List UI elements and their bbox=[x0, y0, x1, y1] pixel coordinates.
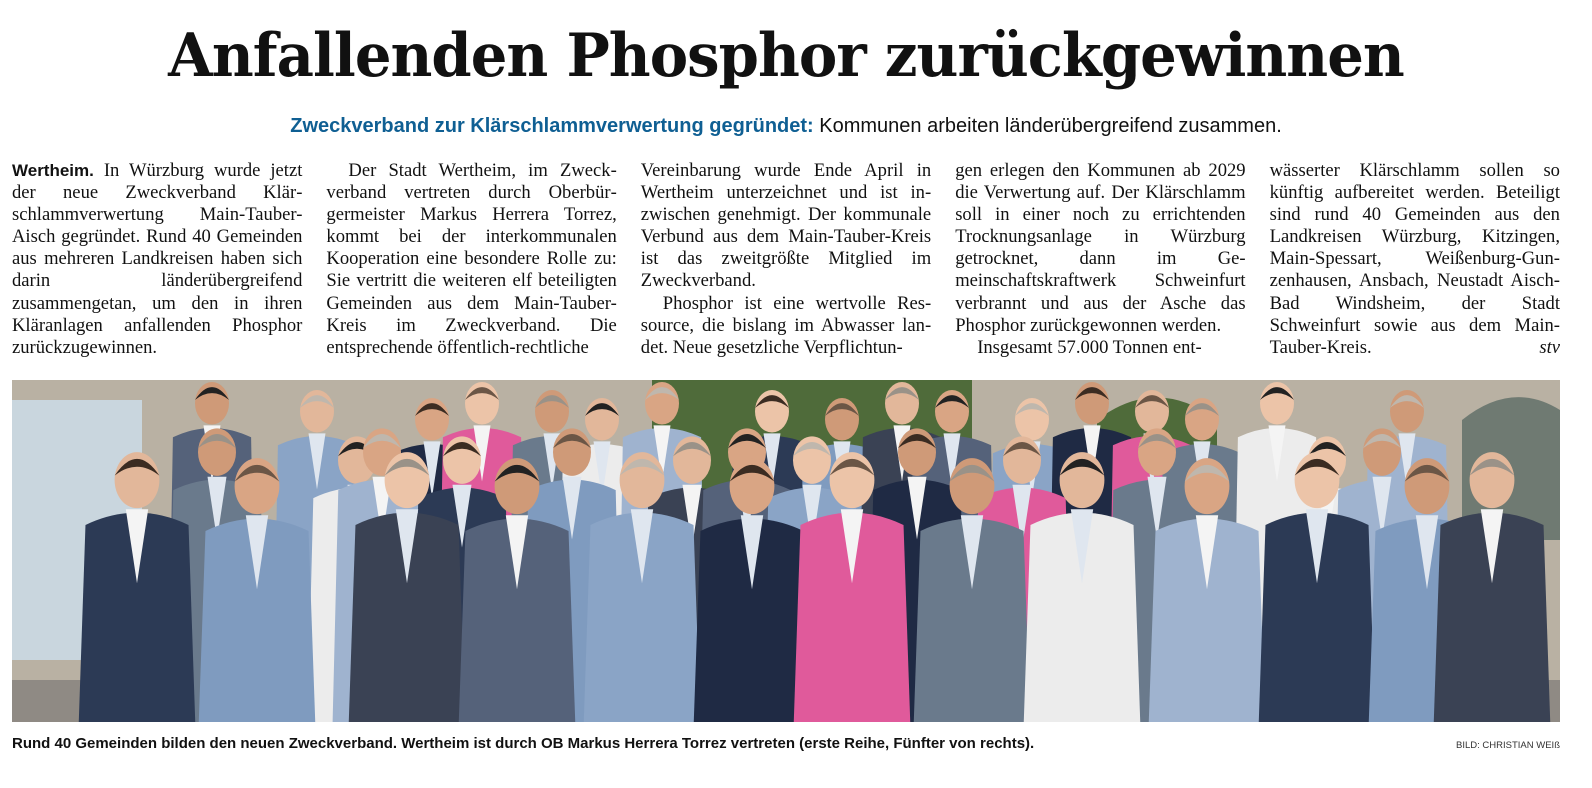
paragraph: Phosphor ist eine wertvolle Ressource, die bislang im Abwasser landet. Neue gesetzliche Verpflichtun- bbox=[640, 292, 932, 358]
article-body bbox=[12, 160, 1560, 370]
paragraph-text: In Würzburg wurde jetzt der neue Zweckverband Klärschlammverwertung Main-Tauber-Aisch gegründet. Rund 40 Gemeinden aus mehreren Landkreisen haben sich darin länderübergreifend zusammengetan, um den in ihren Kläranlagen anfallenden Phosphor zurückzugewinnen. bbox=[12, 160, 303, 358]
paragraph: Vereinbarung wurde Ende April in Wertheim unterzeichnet und ist inzwischen genehmigt. Der kommunale Verbund aus dem Main-Tauber-Kreis ist das zweitgrößte Mitglied im Zweckverband. bbox=[640, 160, 932, 292]
author-initials: stv bbox=[1539, 336, 1560, 358]
paragraph: Insgesamt 57.000 Tonnen ent- bbox=[977, 336, 1202, 358]
group-photo bbox=[12, 380, 1560, 722]
headline: Anfallenden Phosphor zurückgewinnen bbox=[168, 21, 1404, 91]
column-4 bbox=[955, 160, 1245, 370]
group-photo-illustration bbox=[12, 380, 1560, 722]
column-3 bbox=[641, 160, 931, 370]
paragraph bbox=[1270, 160, 1560, 359]
paragraph-text: wässerter Klärschlamm sollen so künftig aufbereitet werden. Beteiligt sind rund 40 Gemeinden aus den Landkreisen Würzburg, Kitzingen, Main-Spessart, Weißenburg-Gunzenhausen, Ansbach, Neustadt Aisch-Bad Windsheim, der Stadt Schweinfurt sowie aus dem Main-Tauber-Kreis. bbox=[1269, 160, 1560, 358]
column-1 bbox=[12, 160, 302, 370]
column-5 bbox=[1270, 160, 1560, 370]
subheadline bbox=[0, 112, 1572, 140]
subhead-text: Kommunen arbeiten länderübergreifend zusammen. bbox=[813, 115, 1282, 137]
paragraph: gen erlegen den Kommunen ab 2029 die Verwertung auf. Der Klärschlamm soll in einer noch zu errichtenden Trocknungsanlage in Würzburg getrocknet, dann im Gemeinschaftskraftwerk Schweinfurt verbrannt und aus der Asche das Phosphor zurückgewonnen werden. bbox=[955, 160, 1246, 336]
dateline: Wertheim. bbox=[12, 161, 94, 180]
subhead-kicker: Zweckverband zur Klärschlammverwertung gegründet: bbox=[290, 115, 814, 137]
paragraph: Der Stadt Wertheim, im Zweckverband vertreten durch Oberbürgermeister Markus Herrera Torrez, kommt bei der interkommunalen Kooperation eine besondere Rolle zu: Sie vertritt die weiteren elf beteiligten Gemeinden aus dem Main-Tauber-Kreis im Zweckverband. Die entsprechende öffentlich-rechtliche bbox=[326, 160, 617, 358]
paragraph bbox=[12, 160, 302, 359]
photo-credit: BILD: CHRISTIAN WEIß bbox=[1456, 740, 1560, 751]
column-2 bbox=[326, 160, 616, 370]
photo-caption: Rund 40 Gemeinden bilden den neuen Zweckverband. Wertheim ist durch OB Markus Herrera Torrez vertreten (erste Reihe, Fünfter von rechts). bbox=[12, 735, 1035, 752]
